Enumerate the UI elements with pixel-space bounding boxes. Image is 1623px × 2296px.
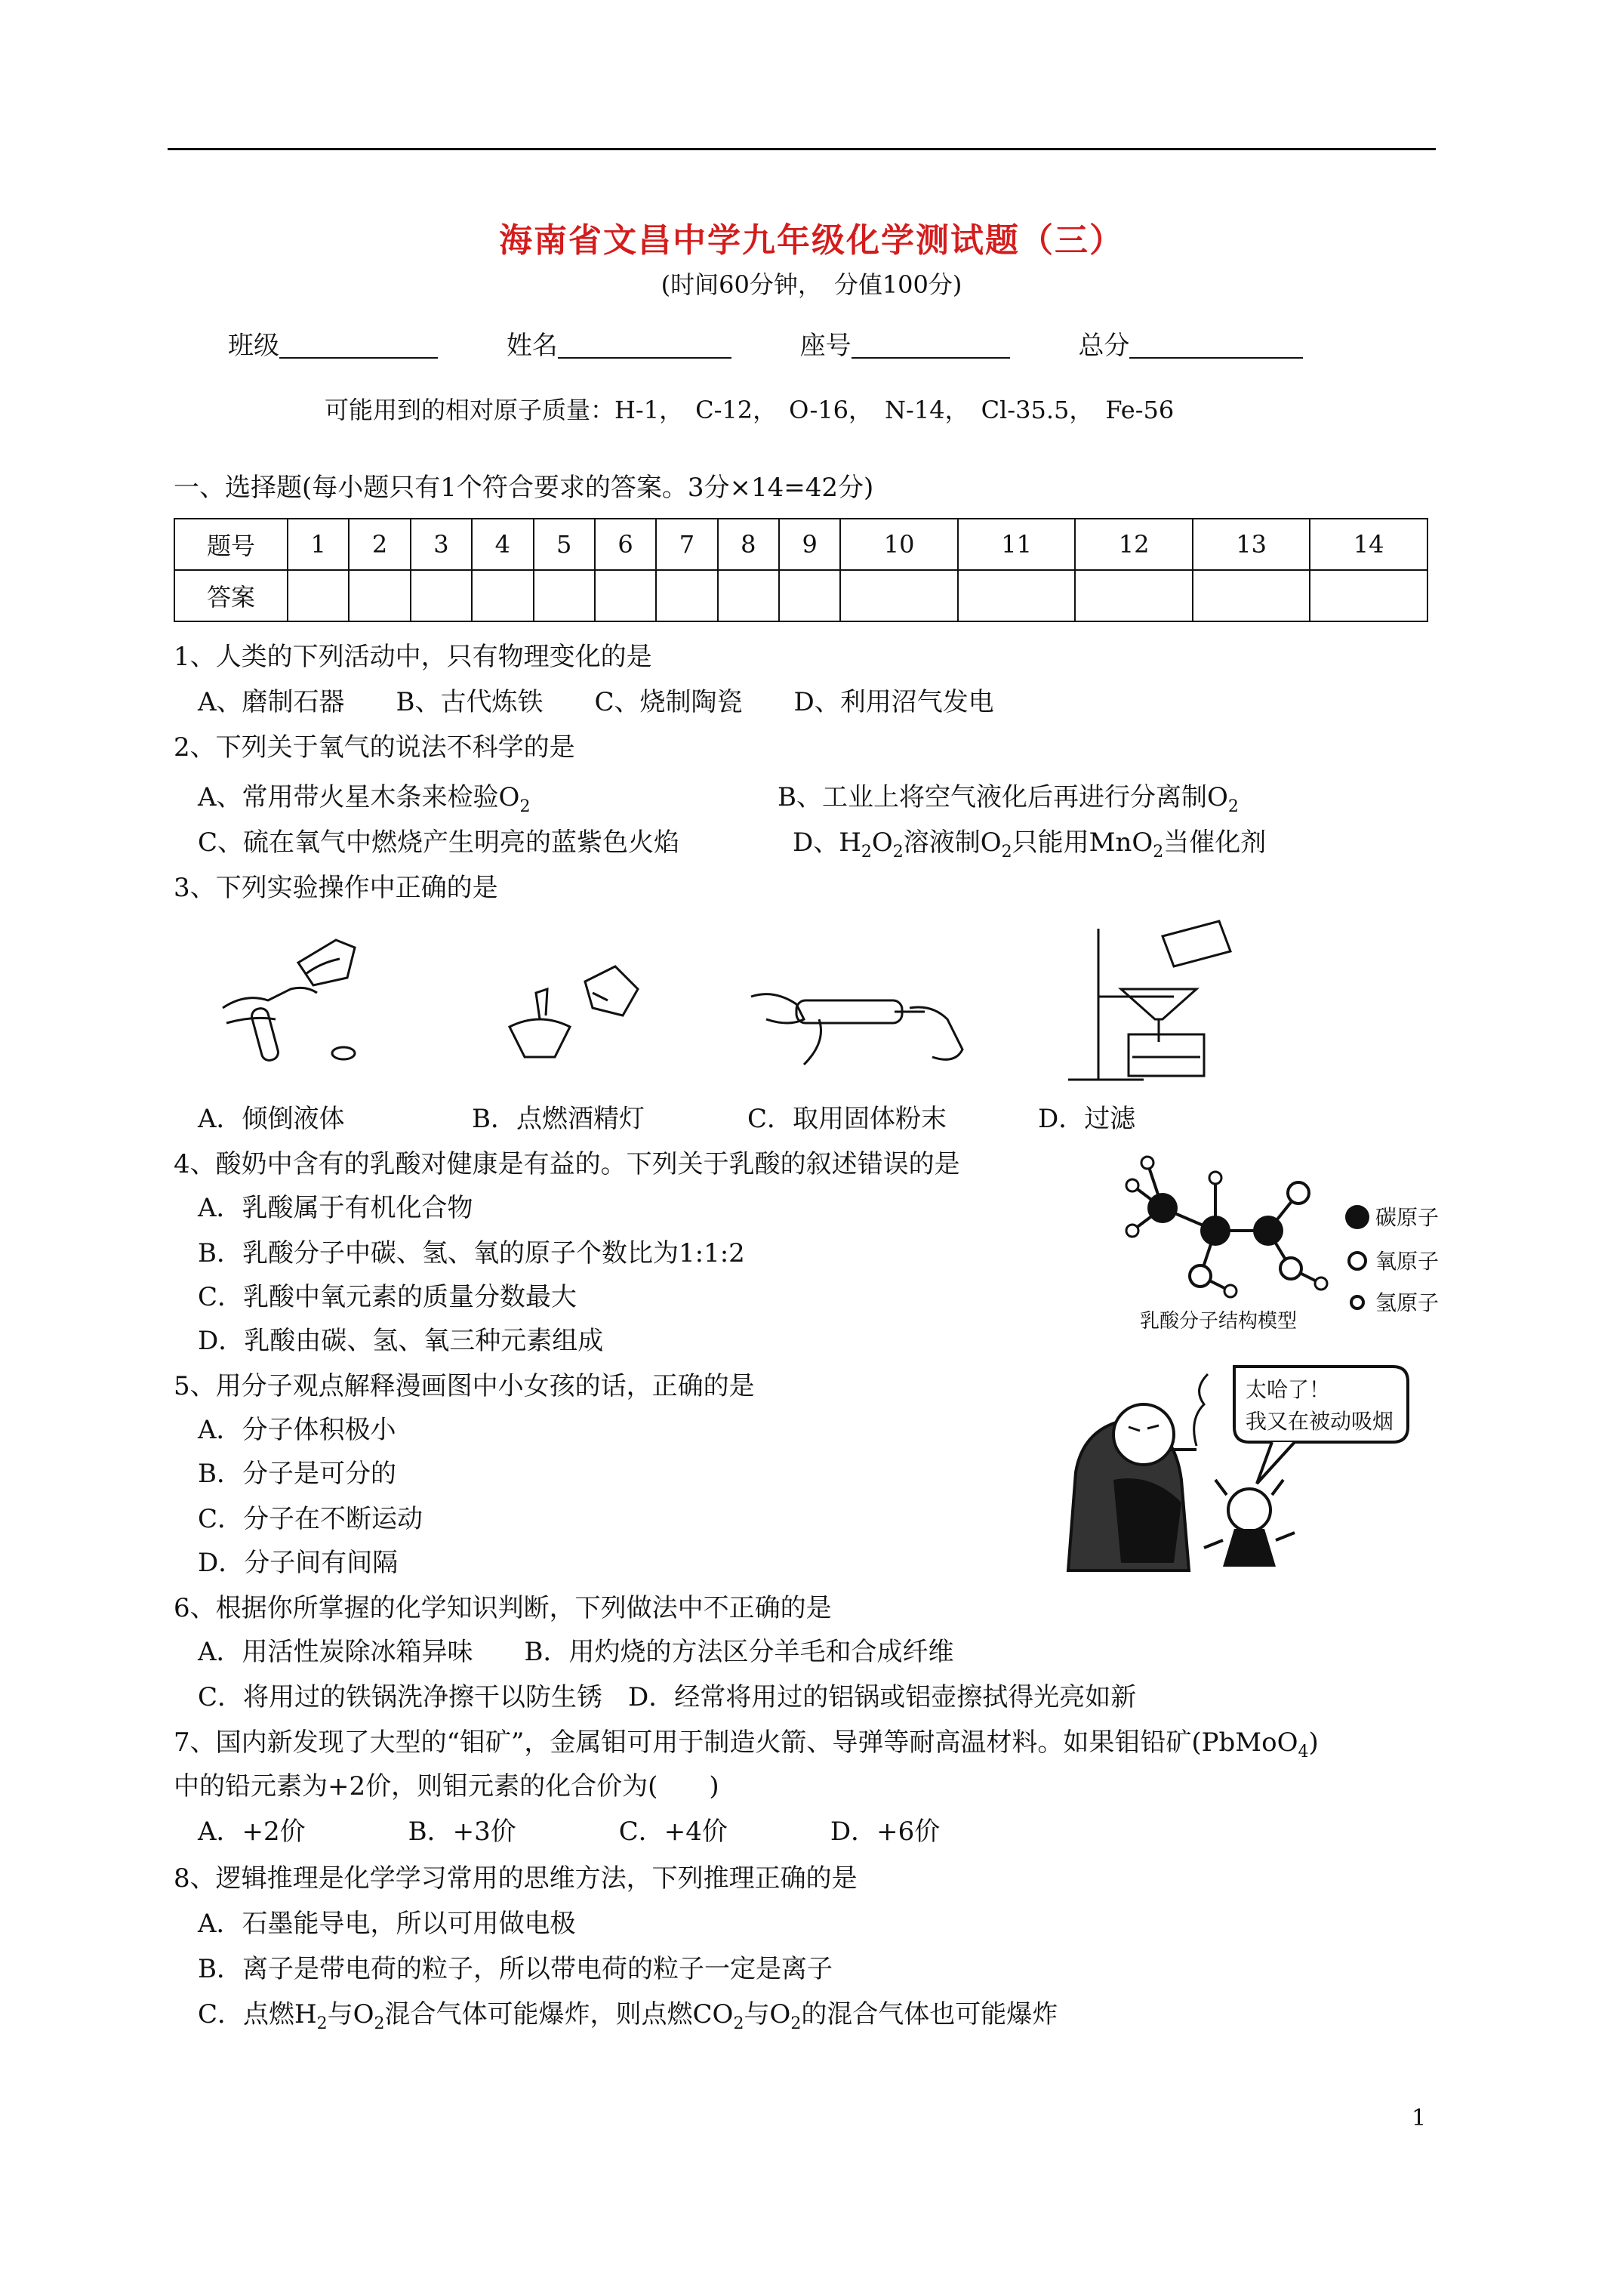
- section1-heading: 一、选择题(每小题只有1个符合要求的答案。3分×14=42分): [174, 473, 874, 503]
- lactic-acid-model-figure: [1117, 1148, 1442, 1336]
- exam-subtitle: (时间60分钟， 分值100分): [661, 270, 962, 299]
- carbon-legend-icon: [1345, 1205, 1369, 1229]
- table-cell: 11: [958, 519, 1075, 570]
- q4-option-c: C．乳酸中氧元素的质量分数最大: [198, 1282, 577, 1312]
- table-row: [174, 570, 1427, 621]
- table-cell: 1: [288, 519, 349, 570]
- answer-cell[interactable]: [595, 570, 656, 621]
- total-blank[interactable]: [1129, 330, 1303, 359]
- solid-powder-figure: [744, 966, 970, 1080]
- q5-option-d: D．分子间有间隔: [198, 1548, 399, 1578]
- page-number: 1: [1412, 2105, 1427, 2131]
- q3-stem: 3、下列实验操作中正确的是: [174, 873, 498, 903]
- hydrogen-legend-icon: [1351, 1296, 1363, 1308]
- table-cell: 6: [595, 519, 656, 570]
- legend-carbon: 碳原子: [1375, 1205, 1440, 1230]
- model-caption: 乳酸分子结构模型: [1140, 1310, 1298, 1333]
- table-cell: 10: [840, 519, 957, 570]
- smoking-cartoon-figure: [1053, 1351, 1415, 1578]
- answer-cell[interactable]: [779, 570, 840, 621]
- pouring-liquid-figure: [215, 917, 374, 1068]
- q5-option-a: A．分子体积极小: [198, 1415, 396, 1445]
- table-cell: 13: [1193, 519, 1310, 570]
- answer-cell[interactable]: [349, 570, 410, 621]
- q4-stem: 4、酸奶中含有的乳酸对健康是有益的。下列关于乳酸的叙述错误的是: [174, 1149, 960, 1179]
- legend-oxygen: 氧原子: [1375, 1249, 1440, 1274]
- table-cell: 14: [1310, 519, 1427, 570]
- table-cell: 8: [718, 519, 779, 570]
- q2-option-d: D、$H_2O_2$溶液制$O_2$只能用MnO$_2$当催化剂: [793, 827, 1267, 861]
- q6-stem: 6、根据你所掌握的化学知识判断，下列做法中不正确的是: [174, 1593, 832, 1623]
- q5-option-c: C．分子在不断运动: [198, 1504, 423, 1534]
- bubble-line-2: 我又在被动吸烟: [1246, 1409, 1394, 1434]
- bubble-line-1: 太哈了！: [1246, 1377, 1331, 1402]
- answer-cell[interactable]: [1310, 570, 1427, 621]
- q7-options: A．+2价 B．+3价 C．+4价 D．+6价: [198, 1817, 941, 1847]
- q5-option-b: B．分子是可分的: [198, 1459, 396, 1489]
- table-cell: 7: [656, 519, 717, 570]
- table-cell: 12: [1075, 519, 1192, 570]
- seat-blank[interactable]: [852, 330, 1010, 359]
- q7-line2: 中的铅元素为+2价，则钼元素的化合价为( ): [174, 1771, 719, 1801]
- exam-title: 海南省文昌中学九年级化学测试题（三）: [499, 221, 1124, 260]
- q8-option-c: C．点燃$H_2$与$O_2$混合气体可能爆炸，则点燃$CO_2$与$O_2$的混合气体也可能爆炸: [198, 1999, 1058, 2033]
- answer-cell[interactable]: [288, 570, 349, 621]
- table-cell: 5: [534, 519, 595, 570]
- answer-cell[interactable]: [958, 570, 1075, 621]
- oxygen-legend-icon: [1349, 1253, 1366, 1269]
- q2-option-a: A、常用带火星木条来检验$O_2$: [198, 782, 531, 816]
- q6-options-line1: A．用活性炭除冰箱异味 B．用灼烧的方法区分羊毛和合成纤维: [198, 1637, 954, 1667]
- q2-stem: 2、下列关于氧气的说法不科学的是: [174, 732, 575, 763]
- name-label: 姓名: [506, 331, 558, 361]
- table-cell: 题号: [174, 519, 288, 570]
- class-blank[interactable]: [279, 330, 438, 359]
- header-rule: [168, 148, 1436, 150]
- answer-cell[interactable]: [411, 570, 472, 621]
- q8-option-b: B．离子是带电荷的粒子，所以带电荷的粒子一定是离子: [198, 1954, 833, 1984]
- table-cell: 2: [349, 519, 410, 570]
- answer-cell[interactable]: [534, 570, 595, 621]
- q3-option-b: B．点燃酒精灯: [472, 1104, 645, 1134]
- table-cell: 答案: [174, 570, 288, 621]
- seat-label: 座号: [799, 331, 852, 361]
- table-row: [174, 519, 1427, 570]
- q8-option-a: A．石墨能导电，所以可用做电极: [198, 1909, 576, 1939]
- total-label: 总分: [1078, 331, 1130, 361]
- answer-cell[interactable]: [718, 570, 779, 621]
- answer-table: [174, 518, 1428, 622]
- q1-options: A、磨制石器 B、古代炼铁 C、烧制陶瓷 D、利用沼气发电: [198, 687, 994, 717]
- q1-stem: 1、人类的下列活动中，只有物理变化的是: [174, 642, 652, 672]
- q4-option-a: A．乳酸属于有机化合物: [198, 1193, 473, 1223]
- legend-hydrogen: 氢原子: [1375, 1290, 1440, 1315]
- table-cell: 9: [779, 519, 840, 570]
- q6-options-line2: C．将用过的铁锅洗净擦干以防生锈 D．经常将用过的铝锅或铝壶擦拭得光亮如新: [198, 1682, 1137, 1712]
- filtration-figure: [1023, 914, 1234, 1087]
- table-cell: 4: [472, 519, 533, 570]
- q2-option-b: B、工业上将空气液化后再进行分离制$O_2$: [778, 782, 1239, 816]
- q4-option-b: B．乳酸分子中碳、氢、氧的原子个数比为1:1:2: [198, 1238, 745, 1268]
- answer-cell[interactable]: [656, 570, 717, 621]
- q3-option-a: A．倾倒液体: [198, 1104, 345, 1134]
- q4-option-d: D．乳酸由碳、氢、氧三种元素组成: [198, 1326, 604, 1356]
- alcohol-lamp-figure: [494, 951, 645, 1065]
- q2-option-c: C、硫在氧气中燃烧产生明亮的蓝紫色火焰: [198, 827, 680, 858]
- name-blank[interactable]: [558, 330, 731, 359]
- table-cell: 3: [411, 519, 472, 570]
- q8-stem: 8、逻辑推理是化学学习常用的思维方法，下列推理正确的是: [174, 1863, 858, 1894]
- answer-cell[interactable]: [840, 570, 957, 621]
- class-label: 班级: [228, 331, 279, 361]
- answer-cell[interactable]: [472, 570, 533, 621]
- q5-stem: 5、用分子观点解释漫画图中小女孩的话，正确的是: [174, 1371, 755, 1401]
- q3-option-d: D．过滤: [1038, 1104, 1136, 1134]
- answer-cell[interactable]: [1193, 570, 1310, 621]
- q3-option-c: C．取用固体粉末: [747, 1104, 947, 1134]
- student-info-fields: [228, 325, 1303, 362]
- atomic-masses: 可能用到的相对原子质量：H-1， C-12， O-16， N-14， Cl-35.5， Fe-56: [325, 396, 1175, 424]
- q7-line1: 7、国内新发现了大型的“钼矿”，金属钼可用于制造火箭、导弹等耐高温材料。如果钼铅矿(PbMoO$_4$): [174, 1727, 1319, 1761]
- answer-cell[interactable]: [1075, 570, 1192, 621]
